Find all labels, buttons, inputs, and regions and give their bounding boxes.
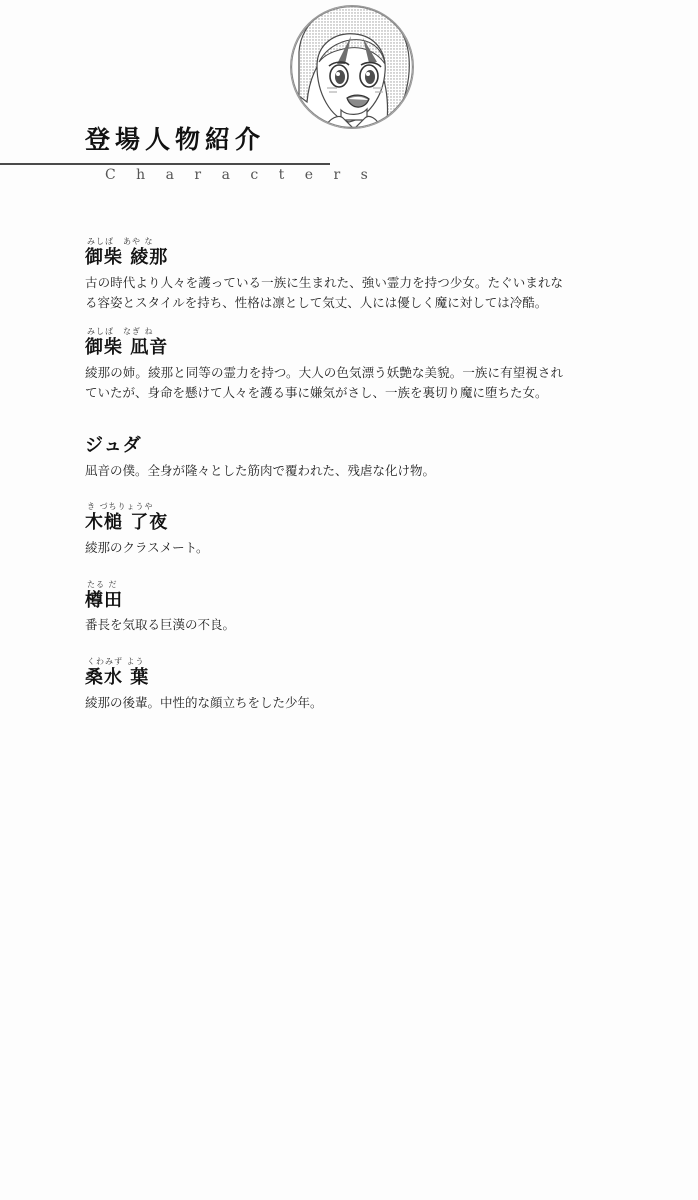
character-description: 古の時代より人々を護っている一族に生まれた、強い霊力を持つ少女。たぐいまれなる容姿とスタイルを持ち、性格は凛として気丈、人には優しく魔に対しては冷酷。: [85, 274, 563, 311]
character-list: [85, 238, 563, 727]
character-name-block: [85, 238, 563, 269]
character-name-block: [85, 581, 563, 612]
list-item: [85, 581, 563, 636]
character-name: 樽田: [85, 589, 123, 611]
character-description: 綾那のクラスメート。: [85, 539, 209, 555]
header-divider: [0, 163, 330, 165]
page-subtitle: C h a r a c t e r s: [105, 167, 376, 183]
character-ruby: たる だ: [87, 579, 118, 589]
character-name-block: [85, 328, 563, 359]
list-item: [85, 503, 563, 558]
character-ruby: き づちりょうや: [87, 502, 154, 512]
character-ruby: みしば なぎ ね: [87, 326, 154, 336]
list-item: [85, 658, 563, 713]
character-ruby: みしば あや な: [87, 237, 154, 246]
character-portrait-icon: [290, 5, 414, 129]
character-name: 御柴 凪音: [85, 336, 169, 358]
character-name: 木槌 了夜: [85, 512, 169, 534]
character-name: 桑水 葉: [85, 666, 150, 688]
character-description: 綾那の姉。綾那と同等の霊力を持つ。大人の色気漂う妖艶な美貌。一族に有望視されていたが、身命を懸けて人々を護る事に嫌気がさし、一族を裏切り魔に堕ちた女。: [85, 364, 563, 401]
character-name-block: [85, 503, 563, 534]
character-name: ジュダ: [85, 434, 142, 456]
character-description: 綾那の後輩。中性的な顔立ちをした少年。: [85, 694, 323, 710]
list-item: [85, 328, 563, 404]
character-name-block: [85, 658, 563, 689]
character-ruby: [87, 426, 563, 436]
character-description: 番長を気取る巨漢の不良。: [85, 617, 236, 633]
character-ruby: くわみず よう: [87, 656, 145, 666]
character-name-block: [85, 426, 563, 457]
character-name: 御柴 綾那: [85, 247, 169, 268]
list-item: [85, 238, 563, 314]
character-description: 凪音の僕。全身が隆々とした筋肉で覆われた、残虐な化け物。: [85, 462, 436, 478]
page-title: 登場人物紹介: [85, 125, 266, 154]
list-item: [85, 426, 563, 481]
